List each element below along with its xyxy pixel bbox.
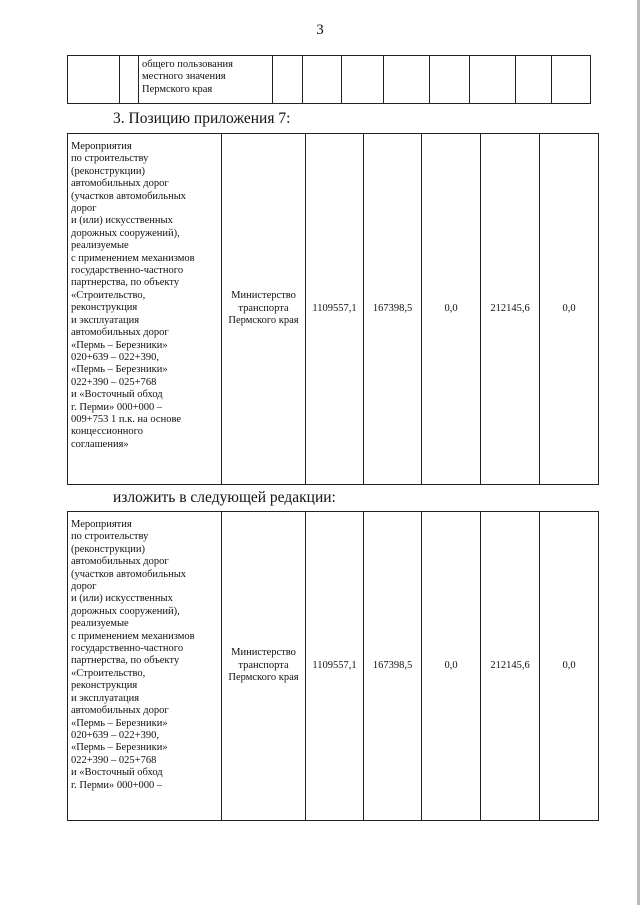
table-new-edition (67, 511, 599, 821)
top-cell-empty-8 (470, 56, 516, 104)
table1-ministry: Министерство транспорта Пермского края (222, 134, 306, 485)
table-original (67, 133, 599, 485)
page-number: 3 (316, 22, 324, 38)
top-cell-empty-4 (303, 56, 342, 104)
section-heading: 3. Позицию приложения 7: (113, 110, 291, 127)
table1-value-3: 0,0 (422, 134, 481, 485)
mid-heading: изложить в следующей редакции: (113, 489, 336, 506)
top-table (67, 55, 591, 104)
top-cell-empty-2 (120, 56, 139, 104)
top-cell-empty-3 (273, 56, 303, 104)
table2-value-2: 167398,5 (364, 512, 422, 821)
table2-value-3: 0,0 (422, 512, 481, 821)
table2-value-5: 0,0 (540, 512, 599, 821)
table2-value-1: 1109557,1 (306, 512, 364, 821)
table1-value-5: 0,0 (540, 134, 599, 485)
table2-description: Мероприятия по строительству (реконструкции) автомобильных дорог (участков автомобильных дорог и (или) искусственных дорожных сооружений), реализуемые с применением механизмов государственно-частного партнерства, по объекту «Строительство, реконструкция и эксплуатация автомобильных дорог «Пермь – Березники» 020+639 – 022+390, «Пермь – Березники» 022+390 – 025+768 и «Восточный обход г. Перми» 000+000 – (68, 512, 222, 821)
table1-value-2: 167398,5 (364, 134, 422, 485)
table2-ministry: Министерство транспорта Пермского края (222, 512, 306, 821)
table1-value-1: 1109557,1 (306, 134, 364, 485)
table1-description: Мероприятия по строительству (реконструкции) автомобильных дорог (участков автомобильных дорог и (или) искусственных дорожных сооружений), реализуемые с применением механизмов государственно-частного партнерства, по объекту «Строительство, реконструкция и эксплуатация автомобильных дорог «Пермь – Березники» 020+639 – 022+390, «Пермь – Березники» 022+390 – 025+768 и «Восточный обход г. Перми» 000+000 – 009+753 1 п.к. на основе концессионного соглашения» (68, 134, 222, 485)
table2-value-4: 212145,6 (481, 512, 540, 821)
top-cell-text: общего пользования местного значения Пермского края (139, 56, 273, 104)
table1-value-4: 212145,6 (481, 134, 540, 485)
top-cell-empty-9 (516, 56, 552, 104)
top-cell-empty-7 (430, 56, 470, 104)
top-cell-empty-6 (384, 56, 430, 104)
top-cell-empty-10 (552, 56, 591, 104)
top-cell-empty-1 (68, 56, 120, 104)
top-cell-empty-5 (342, 56, 384, 104)
